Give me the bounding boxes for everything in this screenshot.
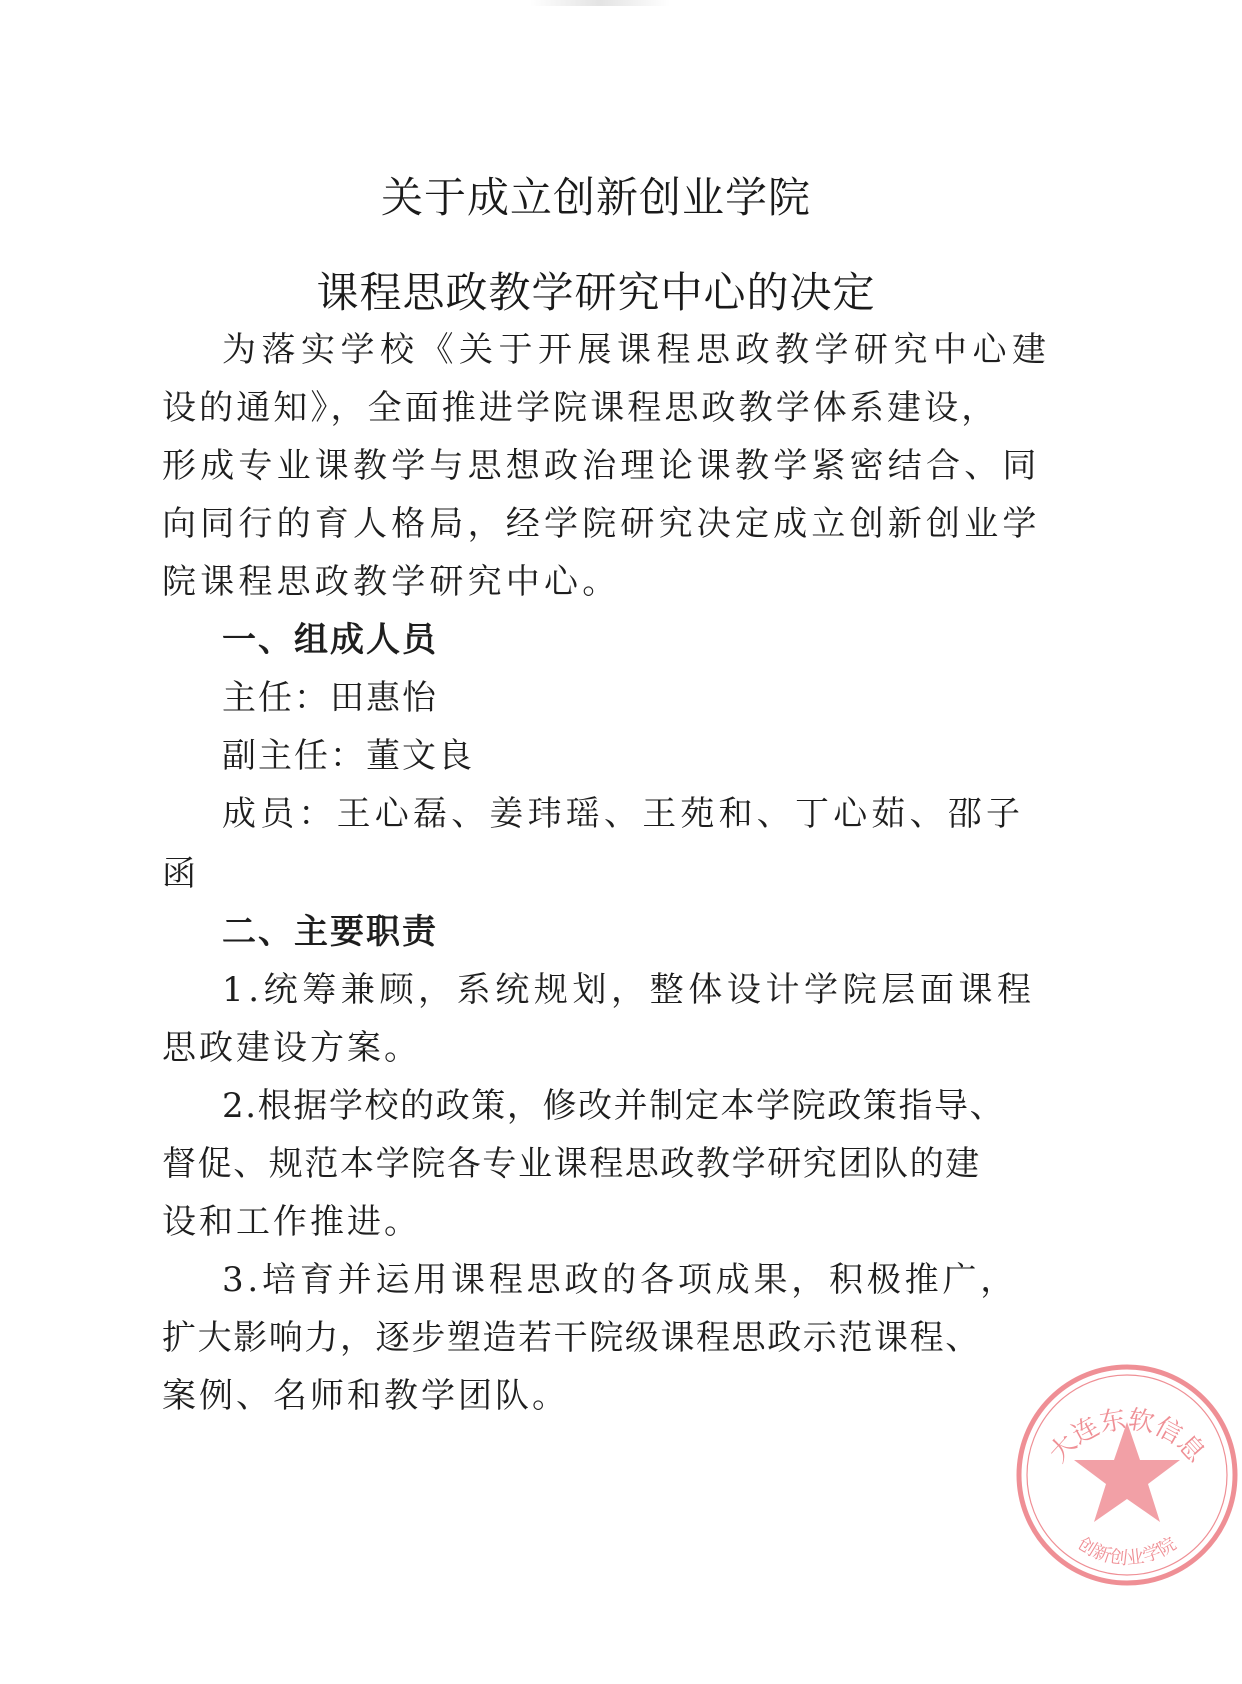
official-seal [1012,1360,1242,1590]
scan-mark [530,0,670,6]
section-heading: 二、主要职责 [222,912,438,952]
members-line: 成员：王心磊、姜玮瑶、王苑和、丁心茹、邵子 [222,794,1025,834]
document-title-line2: 课程思政教学研究中心的决定 [316,268,876,317]
duty-item-line: 思政建设方案。 [162,1028,421,1068]
duty-item-line: 案例、名师和教学团队。 [162,1376,569,1416]
intro-line: 向同行的育人格局，经学院研究决定成立创新创业学 [162,504,1041,544]
intro-line: 设的通知》，全面推进学院课程思政教学体系建设， [162,388,999,428]
document-title-line1: 关于成立创新创业学院 [380,173,811,222]
duty-item-line: 3.培育并运用课程思政的各项成果，积极推广， [222,1260,1019,1300]
members-line: 函 [162,854,196,894]
seal-text-bottom: 创新创业学院 [1073,1533,1181,1570]
duty-item-line: 设和工作推进。 [162,1202,421,1242]
director-line: 主任：田惠怡 [222,678,438,718]
section-heading: 一、组成人员 [222,620,438,660]
intro-line: 形成专业课教学与思想政治理论课教学紧密结合、同 [162,446,1041,486]
duty-item-line: 2.根据学校的政策，修改并制定本学院政策指导、 [222,1086,1006,1126]
deputy-director-line: 副主任：董文良 [222,736,474,776]
duty-item-line: 督促、规范本学院各专业课程思政教学研究团队的建 [162,1144,981,1184]
duty-item-line: 扩大影响力，逐步塑造若干院级课程思政示范课程、 [162,1318,981,1358]
intro-line: 为落实学校《关于开展课程思政教学研究中心建 [222,330,1052,370]
intro-line: 院课程思政教学研究中心。 [162,562,621,602]
duty-item-line: 1.统筹兼顾，系统规划，整体设计学院层面课程 [222,970,1036,1010]
seal-text-top: 大连东软信息 [1043,1404,1211,1469]
